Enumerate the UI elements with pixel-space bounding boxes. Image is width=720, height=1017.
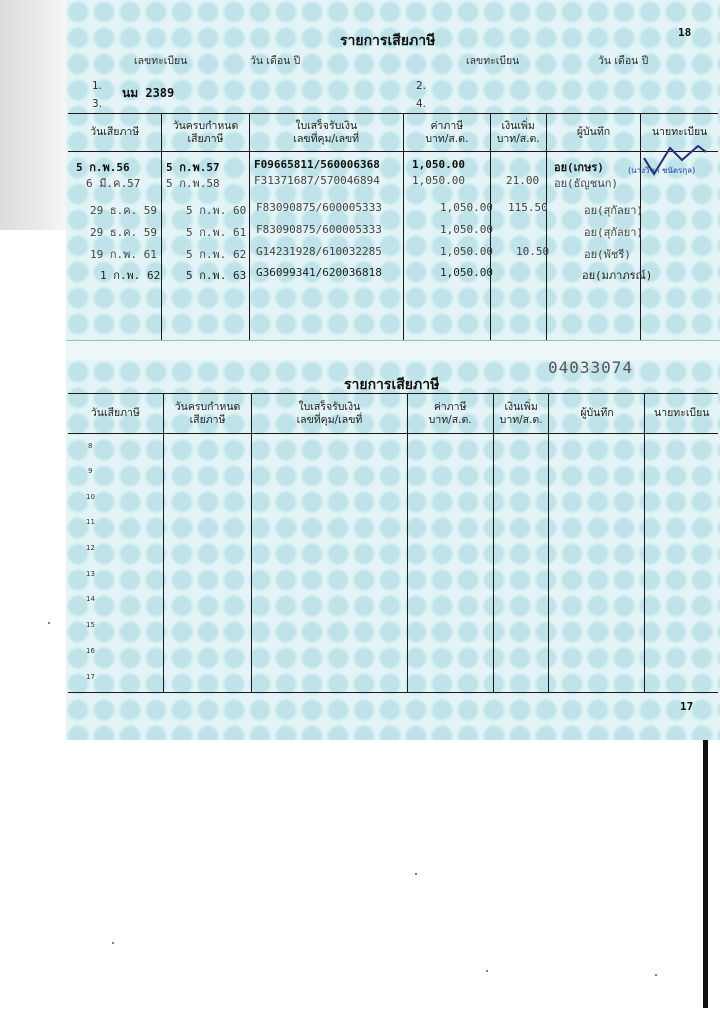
row-recorder: อย(สุกัลยา) [584,226,644,239]
col-registrar: นายทะเบียน [645,394,718,434]
row-paid: 5 ก.พ.56 [76,161,130,174]
reg-row-num-2: 2. [416,80,427,92]
row-number: 17 [86,673,95,681]
head-label-date-1: วัน เดือน ปี [250,55,301,67]
row-due: 5 ก.พ. 62 [186,248,247,261]
row-number: 10 [86,493,95,501]
row-due: 5 ก.พ. 61 [186,226,247,239]
row-number: 9 [88,467,93,475]
row-recorder: อย(มภาภรณ์) [582,269,653,282]
row-tax: 1,050.00 [440,223,493,236]
page-number-bottom: 17 [680,700,694,713]
tax-table-bottom [68,393,718,693]
col-due-date: วันครบกำหนด เสียภาษี [163,394,252,434]
scan-shadow [0,0,66,230]
row-due: 5 ก.พ.58 [166,177,220,190]
row-extra: 10.50 [516,245,550,258]
row-receipt: G14231928/610032285 [256,245,382,258]
col-extra: เงินเพิ่ม บาท/ส.ต. [490,114,546,152]
scan-speck [415,873,417,875]
row-tax: 1,050.00 [440,201,493,214]
head-label-reg-2: เลขทะเบียน [466,55,520,67]
scan-speck [486,970,488,972]
row-paid: 1 ก.พ. 62 [100,269,161,282]
row-number: 11 [86,518,95,526]
row-paid: 29 ธ.ค. 59 [90,204,158,217]
row-due: 5 ก.พ.57 [166,161,220,174]
page-number-top: 18 [678,26,692,39]
stamp-code: 04033074 [548,358,634,377]
row-recorder: อย(เกษร) [554,161,604,174]
col-extra: เงินเพิ่ม บาท/ส.ต. [493,394,549,434]
col-recorder: ผู้บันทึก [546,114,641,152]
row-receipt: F83090875/600005333 [256,223,382,236]
scan-speck [112,942,114,944]
row-recorder: อย(สุกัลยา) [584,204,644,217]
col-paid-date: วันเสียภาษี [68,114,162,152]
row-paid: 6 มี.ค.57 [86,177,141,190]
head-label-reg-1: เลขทะเบียน [134,55,188,67]
row-extra: 21.00 [506,174,540,187]
page-title-bottom: รายการเสียภาษี [344,377,440,393]
col-recorder: ผู้บันทึก [549,394,645,434]
row-due: 5 ก.พ. 60 [186,204,247,217]
row-receipt: G36099341/620036818 [256,266,382,279]
scan-edge-bar [703,740,708,1008]
row-number: 15 [86,621,95,629]
scan-speck [48,622,50,624]
row-paid: 29 ธ.ค. 59 [90,226,158,239]
page-title-top: รายการเสียภาษี [340,33,436,49]
reg-row-num-4: 4. [416,98,427,110]
reg-value-1: นม 2389 [122,86,175,100]
registrar-name: (นางวิชา ชนัดรกุล) [628,166,696,175]
row-tax: 1,050.00 [412,174,465,187]
head-label-date-2: วัน เดือน ปี [598,55,649,67]
row-extra: 115.50 [508,201,548,214]
row-number: 12 [86,544,95,552]
row-tax: 1,050.00 [440,245,493,258]
scan-speck [655,974,657,976]
row-number: 14 [86,595,95,603]
col-due-date: วันครบกำหนด เสียภาษี [162,114,249,152]
col-registrar: นายทะเบียน [641,114,718,152]
col-paid-date: วันเสียภาษี [68,394,163,434]
reg-row-num-1: 1. [92,80,103,92]
row-number: 13 [86,570,95,578]
row-receipt: F83090875/600005333 [256,201,382,214]
row-paid: 19 ก.พ. 61 [90,248,157,261]
col-receipt: ใบเสร็จรับเงิน เลขที่คุม/เลขที่ [249,114,403,152]
row-tax: 1,050.00 [440,266,493,279]
row-recorder: อย(ธัญชนก) [554,177,619,190]
col-tax: ค่าภาษี บาท/ส.ต. [403,114,490,152]
row-tax: 1,050.00 [412,158,465,171]
row-recorder: อย(พัชรี) [584,248,631,261]
col-receipt: ใบเสร็จรับเงิน เลขที่คุม/เลขที่ [252,394,407,434]
row-receipt: F31371687/570046894 [254,174,380,187]
col-tax: ค่าภาษี บาท/ส.ต. [407,394,493,434]
row-number: 16 [86,647,95,655]
row-receipt: F09665811/560006368 [254,158,380,171]
row-due: 5 ก.พ. 63 [186,269,247,282]
row-number: 8 [88,442,93,450]
reg-row-num-3: 3. [92,98,103,110]
